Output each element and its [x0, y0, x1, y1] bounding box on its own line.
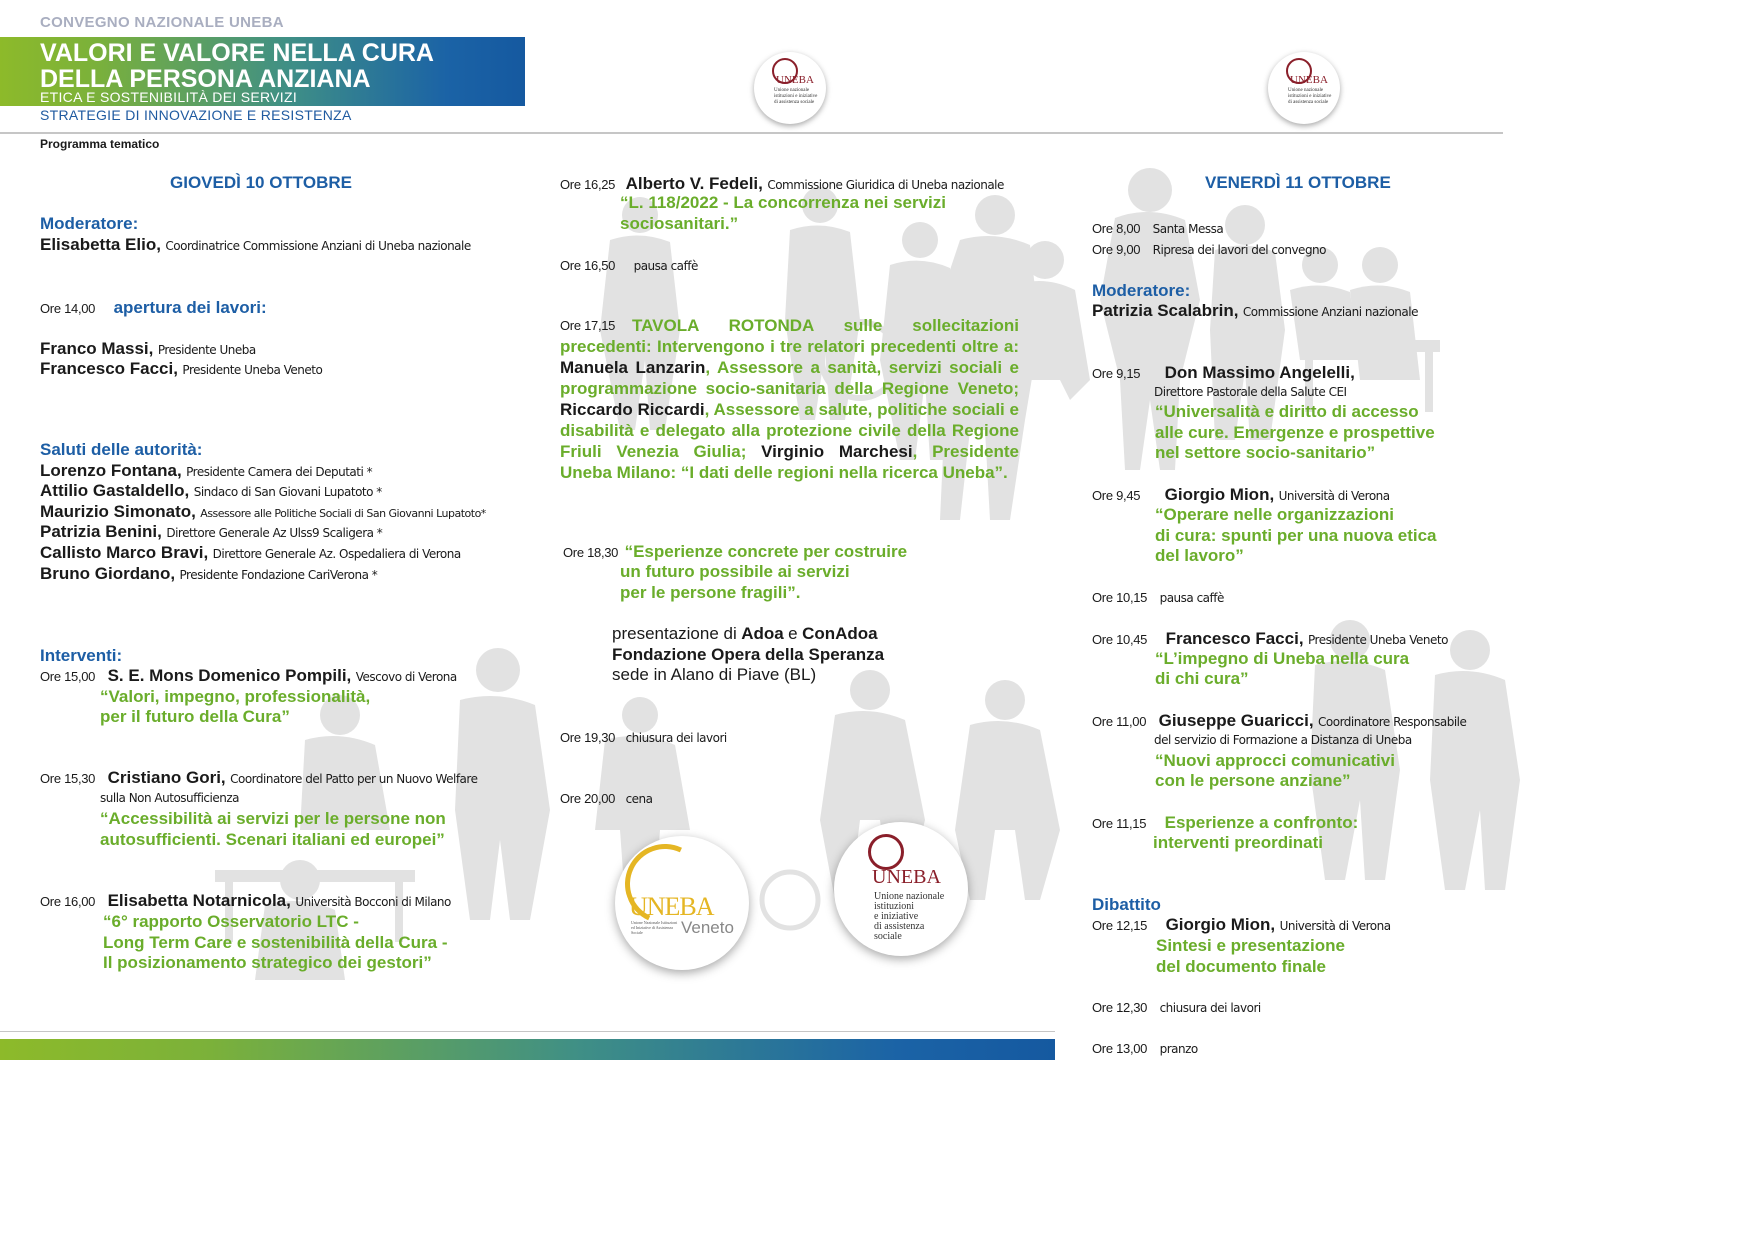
- saluti-row: [40, 543, 461, 563]
- speaker-name: Riccardo Riccardi: [560, 400, 705, 419]
- talk-title: Esperienze a confronto:: [1164, 813, 1359, 832]
- talk-title: “L’impegno di Uneba nella cura: [1155, 649, 1410, 668]
- venerdi-row: [1092, 1040, 1198, 1058]
- logo-line: sociale: [874, 931, 902, 942]
- center-row: [560, 257, 698, 275]
- talk-title: “Universalità e diritto di accesso: [1155, 402, 1419, 421]
- moderatore-row: [1092, 301, 1418, 321]
- speaker-name: Giorgio Mion,: [1164, 485, 1275, 504]
- title-line-1: VALORI E VALORE NELLA CURA: [40, 39, 434, 67]
- talk-title: del documento finale: [1156, 957, 1327, 976]
- speaker-role: Coordinatore del Patto per un Nuovo Welfare: [230, 772, 478, 786]
- time: Ore 15,00: [40, 669, 96, 684]
- logo-brand: UNEBA: [1290, 74, 1328, 86]
- speaker-role: Presidente Uneba: [157, 343, 256, 357]
- moderatore-name: Elisabetta Elio,: [40, 235, 161, 254]
- time: Ore 11,00: [1092, 714, 1147, 729]
- time: Ore 10,45: [1092, 632, 1148, 647]
- logo-text: [874, 892, 944, 942]
- time: Ore 9,45: [1092, 488, 1141, 503]
- logo-line: istituzioni: [874, 901, 914, 912]
- speaker-name: Francesco Facci,: [40, 359, 178, 378]
- center-row: [560, 790, 653, 808]
- saluti-label: Saluti delle autorità:: [40, 440, 203, 459]
- time: Ore 14,00: [40, 301, 96, 316]
- time: Ore 19,30: [560, 730, 616, 745]
- logo-text: Unione Nazionale Istituzioni ed Iniziative di Assistenza Sociale: [631, 920, 678, 935]
- event-text: chiusura dei lavori: [625, 731, 727, 745]
- speaker-role: Vescovo di Verona: [355, 670, 457, 684]
- saluti-row: [40, 481, 382, 501]
- tavola-text: , Assessore a sanità, servizi sociali e programmazione socio-sanitaria della Regione Veneto;: [560, 358, 1020, 398]
- talk-title: del lavoro”: [1155, 546, 1244, 565]
- tavola-text: TAVOLA ROTONDA sulle sollecitazioni precedenti: Intervengono i tre relatori precedenti oltre a:: [560, 316, 1019, 356]
- speaker-role-cont: del servizio di Formazione a Distanza di Uneba: [1154, 733, 1412, 747]
- event-text: pausa caffè: [633, 259, 698, 273]
- talk-title: “Accessibilità ai servizi per le persone non: [100, 809, 446, 828]
- venerdi-row: [1092, 485, 1390, 505]
- speaker-name: Lorenzo Fontana,: [40, 461, 182, 480]
- talk-title: “Esperienze concrete per costruire: [624, 542, 908, 561]
- logo-brand: UNEBA: [776, 74, 814, 86]
- uneba-veneto-logo: [615, 836, 749, 970]
- convegno-label: CONVEGNO NAZIONALE UNEBA: [40, 14, 284, 31]
- logo-brand: UNEBA: [629, 892, 714, 921]
- footer-band: [0, 1039, 1055, 1060]
- speaker-name: Attilio Gastaldello,: [40, 481, 190, 500]
- talk-title: autosufficienti. Scenari italiani ed europei”: [100, 830, 445, 849]
- subtitle: ETICA E SOSTENIBILITÀ DEI SERVIZI: [40, 89, 298, 105]
- speaker-role: Commissione Giuridica di Uneba nazionale: [767, 178, 1004, 192]
- logo-brand: UNEBA: [872, 866, 941, 888]
- center-row: [560, 729, 727, 747]
- venerdi-row: [1092, 813, 1358, 833]
- intervento-row: [40, 666, 457, 686]
- talk-title: “Operare nelle organizzazioni: [1155, 505, 1395, 524]
- speaker-name: Patrizia Benini,: [40, 522, 162, 541]
- moderatore-label: Moderatore:: [1092, 281, 1191, 300]
- speaker-role: Direttore Generale Az. Ospedaliera di Verona: [212, 547, 461, 561]
- dibattito-label: Dibattito: [1092, 895, 1161, 914]
- talk-title: sociosanitari.”: [620, 214, 739, 233]
- time: Ore 12,15: [1092, 918, 1148, 933]
- time: Ore 12,30: [1092, 1000, 1148, 1015]
- sede-text: sede in Alano di Piave (BL): [612, 665, 817, 684]
- tavola-text: , Presidente Uneba Milano: “I dati delle regioni nella ricerca Uneba”.: [560, 442, 1020, 482]
- time: Ore 17,15: [560, 318, 616, 333]
- presentazione-row: [612, 624, 878, 644]
- speaker-role: Università Bocconi di Milano: [295, 895, 451, 909]
- saluti-row: [40, 502, 486, 522]
- uneba-logo-small-center: [754, 52, 826, 124]
- speaker-role: Università di Verona: [1279, 919, 1391, 933]
- event-text: cena: [625, 792, 653, 806]
- talk-title: Il posizionamento strategico dei gestori”: [103, 953, 432, 972]
- venerdi-row: [1092, 363, 1355, 383]
- speaker-role: Coordinatore Responsabile: [1318, 715, 1467, 729]
- saluti-row: [40, 564, 377, 584]
- saluti-row: [40, 461, 372, 481]
- day-header-venerdi: VENERDÌ 11 OTTOBRE: [1205, 173, 1391, 192]
- talk-title: alle cure. Emergenze e prospettive: [1155, 423, 1435, 442]
- intervento-row: [40, 768, 477, 788]
- time: Ore 15,30: [40, 771, 96, 786]
- time: Ore 10,15: [1092, 590, 1148, 605]
- moderatore-name: Patrizia Scalabrin,: [1092, 301, 1239, 320]
- speaker-name: Alberto V. Fedeli,: [625, 174, 763, 193]
- talk-title: “Nuovi approcci comunicativi: [1155, 751, 1395, 770]
- uneba-logo-small-right: [1268, 52, 1340, 124]
- time: Ore 11,15: [1092, 816, 1147, 831]
- speaker-role-cont: sulla Non Autosufficienza: [100, 791, 240, 805]
- logo-text: Unione nazionale istituzioni e iniziative di assistenza sociale: [774, 88, 818, 105]
- speaker-name: Callisto Marco Bravi,: [40, 543, 209, 562]
- speaker-name: Giuseppe Guaricci,: [1158, 711, 1314, 730]
- venerdi-row: [1092, 999, 1261, 1017]
- org-name: ConAdoa: [802, 624, 878, 643]
- event-text: Santa Messa: [1152, 222, 1224, 236]
- talk-title: un futuro possibile ai servizi: [620, 562, 850, 581]
- speaker-role: Direttore Pastorale della Salute CEI: [1154, 385, 1347, 399]
- speaker-name: Francesco Facci,: [1165, 629, 1304, 648]
- talk-title: interventi preordinati: [1153, 833, 1324, 852]
- saluti-row: [40, 522, 382, 542]
- speaker-row: [40, 359, 322, 379]
- speaker-name: Maurizio Simonato,: [40, 502, 196, 521]
- time: Ore 13,00: [1092, 1041, 1148, 1056]
- time: Ore 9,15: [1092, 366, 1141, 381]
- time: Ore 8,00: [1092, 221, 1141, 236]
- logo-line: di assistenza: [874, 921, 925, 932]
- logo-text: Unione nazionale istituzioni e iniziative di assistenza sociale: [1288, 88, 1332, 105]
- talk-title: di cura: spunti per una nuova etica: [1155, 526, 1437, 545]
- speaker-name: S. E. Mons Domenico Pompili,: [107, 666, 352, 685]
- speaker-name: Virginio Marchesi: [761, 442, 913, 461]
- event-text: pranzo: [1159, 1042, 1198, 1056]
- footer-divider: [0, 1031, 1055, 1032]
- talk-title: Sintesi e presentazione: [1156, 936, 1345, 955]
- talk-title: di chi cura”: [1155, 669, 1249, 688]
- time: Ore 16,50: [560, 258, 616, 273]
- strategie-subtitle: STRATEGIE DI INNOVAZIONE E RESISTENZA: [40, 107, 352, 123]
- center-row: [563, 542, 907, 562]
- speaker-name: Franco Massi,: [40, 339, 154, 358]
- logo-line: e iniziative: [874, 911, 919, 922]
- moderatore-label: Moderatore:: [40, 214, 139, 233]
- speaker-name: Elisabetta Notarnicola,: [107, 891, 291, 910]
- talk-title: per il futuro della Cura”: [100, 707, 290, 726]
- apertura-row: [40, 298, 267, 318]
- text: e: [788, 624, 798, 643]
- speaker-name: Bruno Giordano,: [40, 564, 176, 583]
- venerdi-row: [1092, 629, 1448, 649]
- event-text: chiusura dei lavori: [1159, 1001, 1261, 1015]
- intervento-row: [40, 891, 451, 911]
- speaker-name: Manuela Lanzarin: [560, 358, 706, 377]
- interventi-label: Interventi:: [40, 646, 123, 665]
- logo-region: Veneto: [681, 918, 734, 937]
- talk-title: “L. 118/2022 - La concorrenza nei servizi: [620, 193, 946, 212]
- moderatore-row: [40, 235, 471, 255]
- header-divider: [0, 132, 1503, 134]
- time: Ore 16,25: [560, 177, 616, 192]
- talk-title: Long Term Care e sostenibilità della Cura -: [103, 933, 448, 952]
- speaker-name: Don Massimo Angelelli,: [1164, 363, 1355, 382]
- time: Ore 9,00: [1092, 242, 1141, 257]
- programma-label: Programma tematico: [40, 137, 160, 151]
- time: Ore 16,00: [40, 894, 96, 909]
- speaker-role: Presidente Uneba Veneto: [1308, 633, 1448, 647]
- tavola-rotonda-text: [560, 315, 1019, 483]
- speaker-role: Sindaco di San Giovani Lupatoto *: [193, 485, 382, 499]
- speaker-role: Presidente Fondazione CariVerona *: [179, 568, 378, 582]
- talk-title: per le persone fragili”.: [620, 583, 801, 602]
- event-text: pausa caffè: [1159, 591, 1224, 605]
- org-name: Adoa: [741, 624, 784, 643]
- event-text: Ripresa dei lavori del convegno: [1152, 243, 1327, 257]
- speaker-row: [40, 339, 256, 359]
- talk-title: “6° rapporto Osservatorio LTC -: [103, 912, 359, 931]
- speaker-role: Assessore alle Politiche Sociali di San Giovanni Lupatoto*: [200, 507, 486, 520]
- speaker-name: Cristiano Gori,: [107, 768, 226, 787]
- uneba-nazionale-logo: [834, 822, 968, 956]
- title-band: [0, 37, 525, 106]
- moderatore-role: Coordinatrice Commissione Anziani di Uneba nazionale: [165, 239, 471, 253]
- apertura-label: apertura dei lavori:: [113, 298, 267, 317]
- speaker-name: Giorgio Mion,: [1165, 915, 1276, 934]
- speaker-role: Università di Verona: [1278, 489, 1390, 503]
- talk-title: nel settore socio-sanitario”: [1155, 443, 1376, 462]
- center-row: [560, 174, 1004, 194]
- venerdi-row: [1092, 711, 1466, 731]
- speaker-role: Presidente Camera dei Deputati *: [186, 465, 373, 479]
- speaker-role: Direttore Generale Az Ulss9 Scaligera *: [166, 526, 383, 540]
- moderatore-role: Commissione Anziani nazionale: [1242, 305, 1418, 319]
- speaker-role: Presidente Uneba Veneto: [182, 363, 323, 377]
- text: presentazione di: [612, 624, 737, 643]
- venerdi-row: [1092, 589, 1224, 607]
- tavola-text: , Assessore a salute, politiche sociali e disabilità e delegato alla protezione civile della Regione Friuli Venezia Giulia;: [560, 400, 1019, 461]
- venerdi-row: [1092, 915, 1391, 935]
- talk-title: con le persone anziane”: [1155, 771, 1351, 790]
- logo-line: Unione nazionale: [874, 891, 945, 902]
- title-line-2: DELLA PERSONA ANZIANA: [40, 65, 371, 93]
- org-name: Fondazione Opera della Speranza: [612, 645, 885, 664]
- venerdi-row: [1092, 241, 1326, 259]
- time: Ore 20,00: [560, 791, 616, 806]
- time: Ore 18,30: [563, 545, 619, 560]
- day-header-giovedi: GIOVEDÌ 10 OTTOBRE: [170, 173, 353, 192]
- talk-title: “Valori, impegno, professionalità,: [100, 687, 371, 706]
- logo-ring-icon: [868, 834, 904, 870]
- venerdi-row: [1092, 220, 1223, 238]
